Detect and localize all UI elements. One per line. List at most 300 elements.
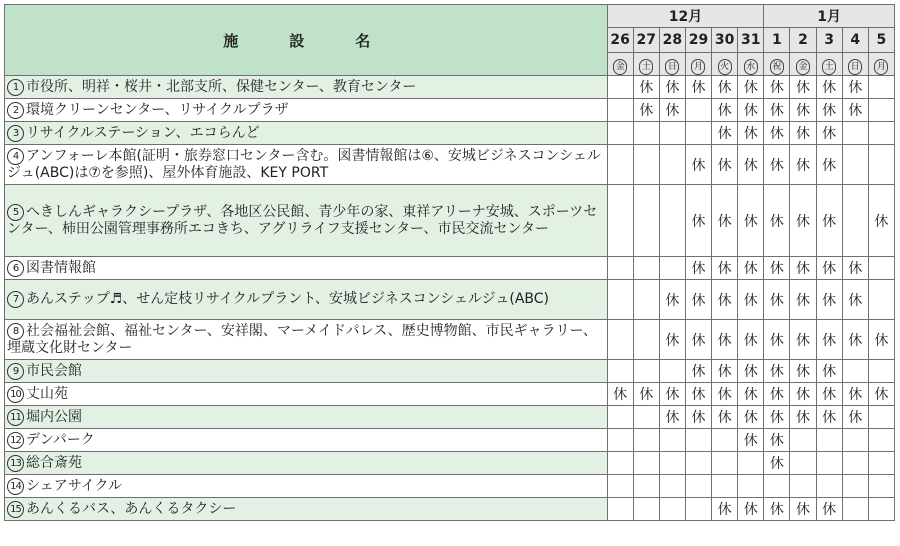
closed-mark: 休 [769, 332, 784, 349]
table-row [5, 257, 895, 280]
closed-mark: 休 [796, 80, 810, 96]
closure-cell [633, 257, 659, 280]
facility-cell [5, 320, 608, 360]
closure-cell [659, 320, 685, 360]
month-header-row [5, 5, 895, 28]
closed-mark: 休 [769, 80, 784, 96]
closed-mark: 休 [848, 103, 863, 119]
closure-cell [685, 498, 711, 521]
closure-cell [842, 99, 868, 122]
closure-cell [659, 360, 685, 383]
closure-cell [607, 145, 633, 185]
closure-cell [790, 383, 816, 406]
closure-cell [712, 185, 738, 257]
facility-cell [5, 406, 608, 429]
closure-cell [659, 429, 685, 452]
closed-mark: 休 [665, 80, 680, 96]
closure-cell [685, 99, 711, 122]
closure-cell [607, 429, 633, 452]
closure-cell [738, 406, 764, 429]
weekday-badge: 月 [691, 59, 705, 75]
closed-mark: 休 [743, 157, 758, 174]
closure-cell [816, 145, 842, 185]
table-row [5, 76, 895, 99]
closure-cell [868, 475, 894, 498]
closure-cell [764, 429, 790, 452]
closed-mark: 休 [874, 387, 889, 403]
closed-mark: 休 [769, 410, 784, 426]
closure-cell [842, 360, 868, 383]
closure-cell [868, 145, 894, 185]
closure-cell [607, 257, 633, 280]
closed-mark: 休 [822, 261, 837, 277]
closure-cell [842, 320, 868, 360]
closed-mark: 休 [691, 364, 706, 380]
closure-cell [738, 99, 764, 122]
closed-mark: 休 [717, 126, 732, 142]
closed-mark: 休 [769, 213, 784, 230]
closed-mark: 休 [848, 410, 863, 426]
closure-cell [816, 429, 842, 452]
day-header-5: 31 [738, 28, 764, 53]
day-header-10: 5 [868, 28, 894, 53]
closure-cell [738, 475, 764, 498]
closed-mark: 休 [769, 387, 784, 403]
closure-cell [868, 280, 894, 320]
closure-cell [712, 383, 738, 406]
table-row [5, 406, 895, 429]
weekday-header-6 [764, 53, 790, 76]
day-header-1: 27 [633, 28, 659, 53]
closure-cell [764, 320, 790, 360]
closure-cell [790, 122, 816, 145]
closed-mark: 休 [769, 502, 784, 518]
closure-cell [659, 99, 685, 122]
closed-mark: 休 [743, 261, 758, 277]
closure-cell [712, 122, 738, 145]
closure-cell [790, 498, 816, 521]
row-number-badge: 11 [7, 409, 24, 426]
facility-name: 社会福祉会館、福祉センター、安祥閣、マーメイドパレス、歴史博物館、市民ギャラリー、埋蔵文化財センター [7, 322, 598, 356]
closure-cell [659, 452, 685, 475]
closure-cell [790, 406, 816, 429]
closure-cell [607, 122, 633, 145]
table-row [5, 99, 895, 122]
closed-mark: 休 [769, 103, 784, 119]
closure-cell [633, 185, 659, 257]
closed-mark: 休 [717, 364, 732, 380]
row-number-badge: 6 [7, 260, 24, 277]
closure-cell [738, 185, 764, 257]
closure-cell [738, 360, 764, 383]
facility-cell [5, 257, 608, 280]
closure-cell [633, 320, 659, 360]
closed-mark: 休 [822, 157, 837, 174]
closure-cell [738, 76, 764, 99]
closure-cell [607, 185, 633, 257]
closure-cell [607, 280, 633, 320]
closed-mark: 休 [665, 387, 680, 403]
closure-cell [685, 320, 711, 360]
closure-cell [790, 320, 816, 360]
closed-mark: 休 [743, 103, 758, 119]
closure-cell [633, 498, 659, 521]
closed-mark: 休 [796, 502, 810, 518]
closure-cell [738, 320, 764, 360]
closure-cell [790, 99, 816, 122]
facility-cell [5, 475, 608, 498]
row-number-badge: 14 [7, 478, 24, 495]
closure-cell [816, 452, 842, 475]
closure-cell [659, 257, 685, 280]
month-dec-header: 12月 [607, 5, 764, 28]
row-number-badge: 12 [7, 432, 24, 449]
weekday-badge: 土 [822, 59, 836, 75]
facility-cell [5, 99, 608, 122]
table-row [5, 429, 895, 452]
closure-cell [868, 360, 894, 383]
closure-cell [712, 99, 738, 122]
weekday-header-0 [607, 53, 633, 76]
closure-cell [633, 145, 659, 185]
closed-mark: 休 [822, 292, 837, 309]
closed-mark: 休 [665, 292, 680, 309]
closure-cell [659, 122, 685, 145]
closed-mark: 休 [743, 410, 758, 426]
weekday-badge: 金 [613, 59, 627, 75]
closed-mark: 休 [717, 213, 732, 230]
closure-cell [685, 145, 711, 185]
closed-mark: 休 [848, 332, 863, 349]
closed-mark: 休 [743, 364, 758, 380]
weekday-header-9 [842, 53, 868, 76]
closure-cell [712, 257, 738, 280]
closure-cell [868, 383, 894, 406]
facility-name: 市民会館 [26, 362, 82, 379]
closure-cell [659, 145, 685, 185]
closure-cell [659, 498, 685, 521]
closed-mark: 休 [743, 126, 758, 142]
weekday-header-7 [790, 53, 816, 76]
closed-mark: 休 [639, 103, 654, 119]
table-row [5, 498, 895, 521]
facility-cell [5, 76, 608, 99]
facility-name: あんステップ♬、せん定枝リサイクルプラント、安城ビジネスコンシェルジュ(ABC) [26, 291, 550, 307]
facility-name: アンフォーレ本館(証明・旅券窓口センター含む。図書情報館は⑥、安城ビジネスコンシェルジュ(ABC)は⑦を参照)、屋外体育施設、KEY PORT [7, 147, 601, 181]
closure-cell [738, 145, 764, 185]
closure-cell [790, 145, 816, 185]
closure-cell [712, 406, 738, 429]
closed-mark: 休 [639, 387, 654, 403]
closure-cell [712, 76, 738, 99]
closed-mark: 休 [769, 456, 784, 472]
closure-schedule-table [4, 4, 895, 521]
closure-cell [764, 452, 790, 475]
closed-mark: 休 [848, 261, 863, 277]
closure-cell [633, 406, 659, 429]
weekday-header-10 [868, 53, 894, 76]
closed-mark: 休 [691, 80, 706, 96]
closed-mark: 休 [613, 387, 628, 403]
closure-cell [633, 360, 659, 383]
day-header-0: 26 [607, 28, 633, 53]
closed-mark: 休 [743, 433, 758, 449]
closed-mark: 休 [769, 157, 784, 174]
closed-mark: 休 [717, 157, 732, 174]
closure-cell [712, 452, 738, 475]
closure-cell [842, 122, 868, 145]
closure-cell [659, 406, 685, 429]
closure-cell [764, 475, 790, 498]
closure-cell [842, 280, 868, 320]
facility-cell [5, 452, 608, 475]
closure-cell [764, 76, 790, 99]
closure-cell [868, 185, 894, 257]
row-number-badge: 7 [7, 291, 24, 308]
closure-cell [764, 498, 790, 521]
closure-cell [868, 320, 894, 360]
closure-cell [842, 498, 868, 521]
row-number-badge: 8 [7, 323, 24, 340]
weekday-header-8 [816, 53, 842, 76]
closed-mark: 休 [822, 364, 837, 380]
closed-mark: 休 [822, 410, 837, 426]
closed-mark: 休 [665, 103, 680, 119]
closure-cell [868, 99, 894, 122]
closed-mark: 休 [796, 103, 810, 119]
closed-mark: 休 [822, 103, 837, 119]
closure-cell [764, 280, 790, 320]
closed-mark: 休 [796, 332, 810, 349]
day-header-6: 1 [764, 28, 790, 53]
closure-cell [607, 475, 633, 498]
facility-name: デンパーク [26, 431, 95, 448]
closure-cell [764, 99, 790, 122]
closure-cell [712, 320, 738, 360]
closure-cell [712, 145, 738, 185]
facility-cell [5, 498, 608, 521]
closure-cell [607, 320, 633, 360]
day-header-3: 29 [685, 28, 711, 53]
closed-mark: 休 [717, 80, 732, 96]
closure-cell [738, 383, 764, 406]
weekday-header-3 [685, 53, 711, 76]
closure-cell [659, 185, 685, 257]
table-row [5, 383, 895, 406]
closure-cell [868, 452, 894, 475]
table-row [5, 360, 895, 383]
facility-name: 丈山苑 [26, 385, 68, 402]
closure-cell [685, 280, 711, 320]
closed-mark: 休 [769, 126, 784, 142]
closure-cell [607, 99, 633, 122]
closure-cell [868, 498, 894, 521]
closed-mark: 休 [717, 502, 732, 518]
closure-cell [659, 383, 685, 406]
weekday-badge: 月 [874, 59, 888, 75]
closure-cell [685, 452, 711, 475]
closure-cell [842, 185, 868, 257]
closed-mark: 休 [743, 387, 758, 403]
facility-cell [5, 122, 608, 145]
closure-cell [790, 76, 816, 99]
closure-cell [790, 280, 816, 320]
closed-mark: 休 [822, 502, 837, 518]
weekday-header-4 [712, 53, 738, 76]
closure-cell [685, 360, 711, 383]
closure-cell [842, 452, 868, 475]
table-row [5, 185, 895, 257]
closure-cell [607, 360, 633, 383]
closure-cell [685, 185, 711, 257]
closure-cell [790, 429, 816, 452]
closure-cell [712, 360, 738, 383]
closure-cell [816, 257, 842, 280]
closure-cell [790, 475, 816, 498]
closure-cell [790, 360, 816, 383]
closed-mark: 休 [691, 261, 706, 277]
closure-cell [790, 452, 816, 475]
closure-cell [712, 280, 738, 320]
closure-cell [816, 360, 842, 383]
closed-mark: 休 [822, 80, 837, 96]
weekday-badge: 日 [665, 59, 679, 75]
row-number-badge: 15 [7, 501, 24, 518]
facility-name: 総合斎苑 [26, 454, 82, 471]
closed-mark: 休 [665, 332, 680, 349]
closure-cell [738, 257, 764, 280]
row-number-badge: 3 [7, 125, 24, 142]
closed-mark: 休 [874, 213, 889, 230]
closure-cell [816, 406, 842, 429]
facility-name-header: 施 設 名 [5, 5, 608, 76]
closure-cell [659, 475, 685, 498]
closed-mark: 休 [743, 213, 758, 230]
closure-cell [685, 429, 711, 452]
closure-cell [842, 406, 868, 429]
weekday-header-2 [659, 53, 685, 76]
closure-cell [868, 122, 894, 145]
closure-cell [816, 383, 842, 406]
closed-mark: 休 [822, 126, 837, 142]
closure-cell [764, 145, 790, 185]
closure-cell [764, 185, 790, 257]
closure-cell [868, 429, 894, 452]
closure-cell [842, 76, 868, 99]
closure-cell [868, 257, 894, 280]
closure-cell [607, 452, 633, 475]
closed-mark: 休 [796, 261, 810, 277]
row-number-badge: 2 [7, 102, 24, 119]
facility-cell [5, 145, 608, 185]
closure-cell [738, 452, 764, 475]
closure-cell [659, 76, 685, 99]
weekday-badge: 金 [796, 59, 810, 75]
closure-cell [685, 122, 711, 145]
closed-mark: 休 [874, 332, 889, 349]
closed-mark: 休 [717, 332, 732, 349]
closure-cell [685, 406, 711, 429]
closed-mark: 休 [665, 410, 680, 426]
closed-mark: 休 [796, 364, 810, 380]
facility-cell [5, 429, 608, 452]
facility-name: 堀内公園 [26, 408, 82, 425]
closed-mark: 休 [848, 387, 863, 403]
closure-cell [738, 280, 764, 320]
day-header-7: 2 [790, 28, 816, 53]
weekday-badge: 日 [848, 59, 862, 75]
closed-mark: 休 [848, 80, 863, 96]
closure-cell [764, 257, 790, 280]
closure-cell [816, 498, 842, 521]
closure-cell [842, 475, 868, 498]
facility-name: 環境クリーンセンター、リサイクルプラザ [26, 101, 289, 118]
closure-cell [607, 498, 633, 521]
closed-mark: 休 [691, 292, 706, 309]
closed-mark: 休 [691, 332, 706, 349]
closed-mark: 休 [743, 332, 758, 349]
closed-mark: 休 [639, 80, 654, 96]
table-row [5, 475, 895, 498]
closed-mark: 休 [769, 433, 784, 449]
closed-mark: 休 [796, 213, 810, 230]
closed-mark: 休 [717, 261, 732, 277]
closure-cell [685, 76, 711, 99]
table-row [5, 280, 895, 320]
closed-mark: 休 [743, 292, 758, 309]
row-number-badge: 13 [7, 455, 24, 472]
closed-mark: 休 [743, 80, 758, 96]
closure-cell [633, 383, 659, 406]
closure-cell [712, 498, 738, 521]
closure-cell [790, 257, 816, 280]
closed-mark: 休 [717, 103, 732, 119]
day-header-9: 4 [842, 28, 868, 53]
closed-mark: 休 [822, 213, 837, 230]
closed-mark: 休 [769, 364, 784, 380]
month-jan-header: 1月 [764, 5, 895, 28]
table-row [5, 145, 895, 185]
closure-cell [738, 122, 764, 145]
closure-cell [816, 76, 842, 99]
closed-mark: 休 [796, 157, 810, 174]
closed-mark: 休 [691, 157, 706, 174]
closed-mark: 休 [822, 332, 837, 349]
closure-cell [633, 280, 659, 320]
closure-cell [764, 360, 790, 383]
closure-cell [816, 122, 842, 145]
facility-cell [5, 280, 608, 320]
closed-mark: 休 [822, 387, 837, 403]
day-header-2: 28 [659, 28, 685, 53]
closed-mark: 休 [796, 387, 810, 403]
facility-name: 図書情報館 [26, 259, 96, 276]
closure-cell [868, 76, 894, 99]
weekday-badge: 水 [744, 59, 758, 75]
row-number-badge: 1 [7, 79, 24, 96]
closure-cell [790, 185, 816, 257]
day-header-4: 30 [712, 28, 738, 53]
closed-mark: 休 [717, 387, 732, 403]
closure-cell [816, 99, 842, 122]
closure-cell [685, 257, 711, 280]
closure-cell [633, 99, 659, 122]
facility-name: あんくるバス、あんくるタクシー [26, 500, 237, 517]
table-row [5, 122, 895, 145]
weekday-header-1 [633, 53, 659, 76]
closed-mark: 休 [796, 126, 810, 142]
closure-cell [842, 257, 868, 280]
